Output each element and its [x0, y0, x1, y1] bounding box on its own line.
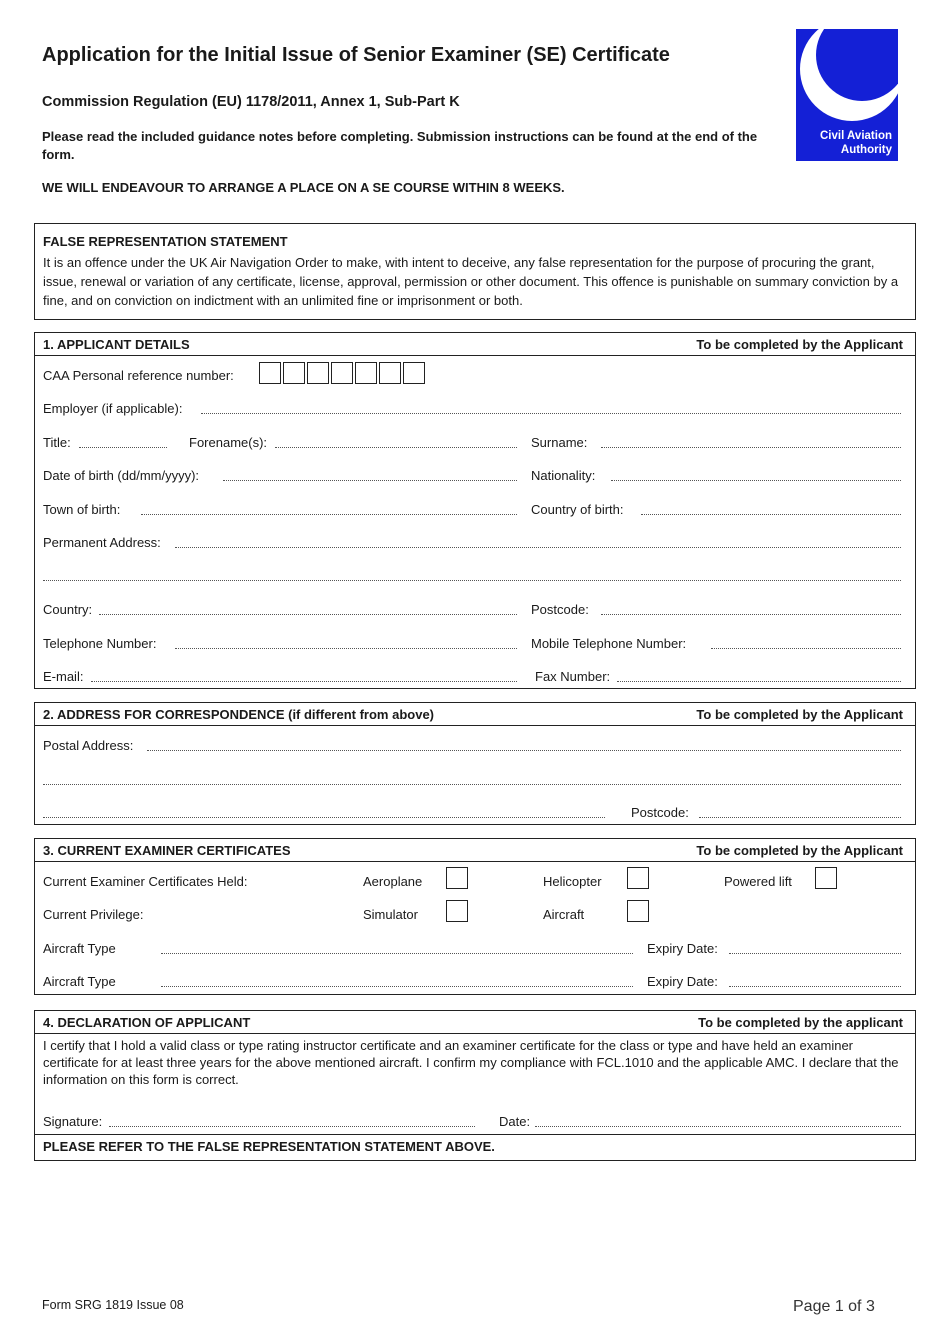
expiry-date-label-1: Expiry Date:	[647, 941, 718, 956]
section3-completed-by: To be completed by the Applicant	[696, 843, 903, 858]
fax-field[interactable]	[617, 681, 901, 682]
mobile-field[interactable]	[711, 648, 901, 649]
powered-lift-checkbox[interactable]	[815, 867, 837, 889]
expiry-date-label-2: Expiry Date:	[647, 974, 718, 989]
false-rep-title: FALSE REPRESENTATION STATEMENT	[43, 234, 288, 249]
aircraft-type-field-2[interactable]	[161, 986, 633, 987]
aircraft-type-label-1: Aircraft Type	[43, 941, 116, 956]
section2-title: 2. ADDRESS FOR CORRESPONDENCE (if different from above)	[43, 707, 435, 722]
caa-ref-box-3[interactable]	[307, 362, 329, 384]
employer-label: Employer (if applicable):	[43, 401, 183, 416]
signature-label: Signature:	[43, 1114, 103, 1129]
aircraft-label: Aircraft	[543, 907, 585, 922]
intro-note: Please read the included guidance notes before completing. Submission instructions can be found at the end of the form.	[42, 129, 758, 162]
postcode-field-2[interactable]	[699, 817, 901, 818]
caa-ref-box-5[interactable]	[355, 362, 377, 384]
town-of-birth-label: Town of birth:	[43, 502, 121, 517]
permanent-address-field-1[interactable]	[175, 547, 901, 548]
logo-text-line1: Civil Aviation	[820, 130, 892, 142]
false-representation-box	[34, 223, 916, 320]
telephone-label: Telephone Number:	[43, 636, 157, 651]
dob-field[interactable]	[223, 480, 517, 481]
page-number: Page 1 of 3	[793, 1298, 875, 1315]
country-field[interactable]	[99, 614, 517, 615]
fax-label: Fax Number:	[535, 669, 611, 684]
section-applicant-details	[34, 332, 916, 689]
title-field[interactable]	[79, 447, 167, 448]
postcode-field[interactable]	[601, 614, 901, 615]
section1-completed-by: To be completed by the Applicant	[696, 337, 903, 352]
section2-completed-by: To be completed by the Applicant	[696, 707, 903, 722]
section-examiner-certificates	[34, 838, 916, 995]
refer-note: PLEASE REFER TO THE FALSE REPRESENTATION STATEMENT ABOVE.	[43, 1139, 495, 1154]
caa-ref-box-2[interactable]	[283, 362, 305, 384]
page-title: Application for the Initial Issue of Senior Examiner (SE) Certificate	[42, 44, 670, 66]
forenames-label: Forename(s):	[189, 435, 268, 450]
caa-ref-label: CAA Personal reference number:	[43, 368, 234, 383]
permanent-address-field-2[interactable]	[43, 580, 901, 581]
aircraft-type-field-1[interactable]	[161, 953, 633, 954]
simulator-label: Simulator	[363, 907, 418, 922]
title-label: Title:	[43, 435, 71, 450]
surname-field[interactable]	[601, 447, 901, 448]
mobile-label: Mobile Telephone Number:	[531, 636, 687, 651]
section3-title: 3. CURRENT EXAMINER CERTIFICATES	[43, 843, 291, 858]
caa-ref-box-1[interactable]	[259, 362, 281, 384]
caa-logo	[796, 29, 898, 161]
dob-label: Date of birth (dd/mm/yyyy):	[43, 468, 200, 483]
form-id: Form SRG 1819 Issue 08	[42, 1298, 184, 1312]
nationality-field[interactable]	[611, 480, 901, 481]
aircraft-checkbox[interactable]	[627, 900, 649, 922]
forenames-field[interactable]	[275, 447, 517, 448]
privilege-label: Current Privilege:	[43, 907, 144, 922]
postal-address-field-2[interactable]	[43, 784, 901, 785]
aeroplane-checkbox[interactable]	[446, 867, 468, 889]
postcode-label-2: Postcode:	[631, 805, 689, 820]
nationality-label: Nationality:	[531, 468, 596, 483]
expiry-date-field-1[interactable]	[729, 953, 901, 954]
helicopter-label: Helicopter	[543, 874, 602, 889]
town-of-birth-field[interactable]	[141, 514, 517, 515]
false-rep-body: It is an offence under the UK Air Navigation Order to make, with intent to deceive, any false representation for the purpose of procuring the grant, issue, renewal or variation of any certificate, license, approval, permission or other document. This offence is punishable on summary conviction by a fine, and on conviction on indictment with an unlimited fine or imprisonment or both.	[43, 255, 899, 308]
country-of-birth-label: Country of birth:	[531, 502, 624, 517]
surname-label: Surname:	[531, 435, 588, 450]
caa-ref-box-4[interactable]	[331, 362, 353, 384]
postcode-label: Postcode:	[531, 602, 589, 617]
section-declaration	[34, 1010, 916, 1161]
course-note: WE WILL ENDEAVOUR TO ARRANGE A PLACE ON A SE COURSE WITHIN 8 WEEKS.	[42, 180, 565, 195]
simulator-checkbox[interactable]	[446, 900, 468, 922]
employer-field[interactable]	[201, 413, 901, 414]
expiry-date-field-2[interactable]	[729, 986, 901, 987]
declaration-text: I certify that I hold a valid class or type rating instructor certificate and an examiner certificate for the class or type and have held an examiner certificate for at least three years for the above mentioned aircraft. I confirm my compliance with FCL.1010 and the applicable AMC. I declare that the information on this form is correct.	[43, 1038, 899, 1087]
date-field[interactable]	[535, 1126, 901, 1127]
aircraft-type-label-2: Aircraft Type	[43, 974, 116, 989]
email-label: E-mail:	[43, 669, 84, 684]
postal-address-field-1[interactable]	[147, 750, 901, 751]
certs-held-label: Current Examiner Certificates Held:	[43, 874, 248, 889]
signature-field[interactable]	[109, 1126, 475, 1127]
postal-address-field-3[interactable]	[43, 817, 605, 818]
section4-completed-by: To be completed by the applicant	[698, 1015, 903, 1030]
permanent-address-label: Permanent Address:	[43, 535, 161, 550]
section4-title: 4. DECLARATION OF APPLICANT	[43, 1015, 251, 1030]
aeroplane-label: Aeroplane	[363, 874, 423, 889]
telephone-field[interactable]	[175, 648, 517, 649]
helicopter-checkbox[interactable]	[627, 867, 649, 889]
date-label: Date:	[499, 1114, 531, 1129]
regulation-subtitle: Commission Regulation (EU) 1178/2011, Annex 1, Sub-Part K	[42, 94, 460, 110]
email-field[interactable]	[91, 681, 517, 682]
section1-title: 1. APPLICANT DETAILS	[43, 337, 190, 352]
postal-address-label: Postal Address:	[43, 738, 134, 753]
section-correspondence-address	[34, 702, 916, 825]
caa-ref-box-6[interactable]	[379, 362, 401, 384]
country-of-birth-field[interactable]	[641, 514, 901, 515]
caa-ref-box-7[interactable]	[403, 362, 425, 384]
powered-lift-label: Powered lift	[724, 874, 792, 889]
logo-text-line2: Authority	[840, 144, 892, 156]
country-label: Country:	[43, 602, 93, 617]
